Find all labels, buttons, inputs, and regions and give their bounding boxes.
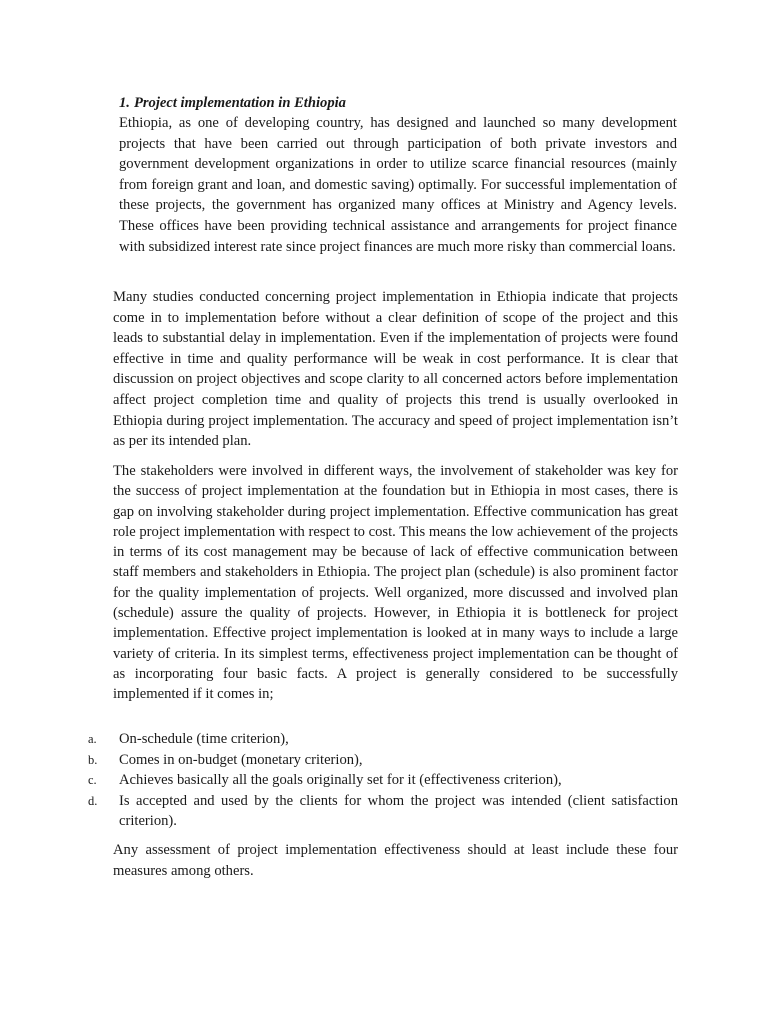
section-heading bbox=[119, 94, 346, 112]
list-marker: b. bbox=[88, 752, 98, 767]
list-item bbox=[88, 791, 678, 832]
list-item bbox=[88, 729, 678, 750]
paragraph-intro: Ethiopia, as one of developing country, has designed and launched so many development projects that have been carried out through participation of both private investors and government development organizations in order to utilize scarce financial resources (mainly from foreign grant and loan, and domestic saving) optimally. For successful implementation of these projects, the government has organized many offices at Ministry and Agency levels. These offices have been providing technical assistance and arrangements for project finance with subsidized interest rate since project finances are much more risky than commercial loans. bbox=[119, 115, 677, 255]
section-title: Project implementation in Ethiopia bbox=[133, 95, 346, 111]
list-item-text: On-schedule (time criterion), bbox=[119, 731, 289, 747]
list-item-text: Is accepted and used by the clients for whom the project was intended (client satisfaction criterion). bbox=[119, 792, 678, 830]
list-item-text: Achieves basically all the goals originally set for it (effectiveness criterion), bbox=[119, 772, 562, 789]
criteria-list bbox=[88, 729, 678, 832]
list-item-text: Comes in on-budget (monetary criterion), bbox=[119, 751, 363, 768]
section-number: 1. bbox=[119, 95, 130, 111]
paragraph-studies: Many studies conducted concerning project implementation in Ethiopia indicate that projects come in to implementation before without a clear definition of scope of the project and this leads to substantial delay in implementation. Even if the implementation of projects were found effective in time and quality performance will be weak in cost performance. It is clear that discussion on project objectives and scope clarity to all concerned actors before implementation affect project completion time and quality of projects this trend is usually overlooked in Ethiopia during project implementation. The accuracy and speed of project implementation isn’t as per its intended plan. bbox=[113, 289, 678, 450]
list-marker: c. bbox=[88, 773, 97, 788]
list-item bbox=[88, 770, 678, 791]
paragraph-stakeholders: The stakeholders were involved in different ways, the involvement of stakeholder was key for the success of project implementation at the foundation but in Ethiopia in most cases, there is gap on involving stakeholder during project implementation. Effective communication has great role project implementation with respect to cost. This means the low achievement of the projects in terms of its cost management may be because of lack of effective communication between staff members and stakeholders in Ethiopia. The project plan (schedule) is also prominent factor for the quality implementation of projects. Well organized, more discussed and involved plan (schedule) assure the quality of projects. However, in Ethiopia it is bottleneck for project implementation. Effective project implementation is looked at in many ways to include a large variety of criteria. In its simplest terms, effectiveness project implementation can be thought of as incorporating four basic facts. A project is generally considered to be successfully implemented if it comes in; bbox=[113, 463, 678, 703]
list-item bbox=[88, 750, 678, 771]
list-marker: a. bbox=[88, 732, 97, 746]
paragraph-conclusion: Any assessment of project implementation effectiveness should at least include these four measures among others. bbox=[113, 842, 678, 879]
list-marker: d. bbox=[88, 793, 98, 808]
